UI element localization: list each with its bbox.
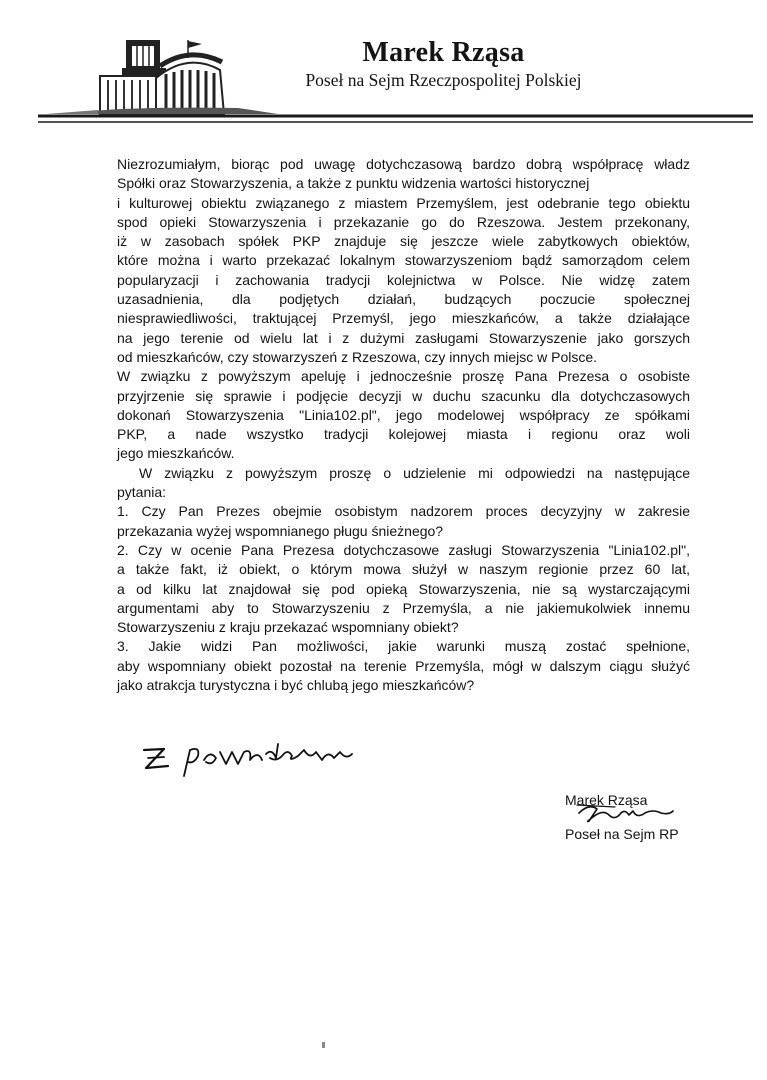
letter-line: Stowarzyszeniu z kraju przekazać wspomniany obiekt? (117, 619, 459, 636)
header-title: Poseł na Sejm Rzeczpospolitej Polskiej (305, 70, 582, 90)
letter-line: które można i warto przekazać lokalnym stowarzyszeniom bądź samorządom celem (117, 252, 690, 269)
letter-line: niesprawiedliwości, traktującej Przemyśl, jego mieszkańców, a także działające (117, 310, 690, 327)
letter-line: pytania: (117, 484, 167, 501)
letter-line: 1. Czy Pan Prezes obejmie osobistym nadzorem proces decyzyjny w zakresie (117, 503, 690, 520)
letter-line: na jego terenie od wielu lat i z dużymi zasługami Stowarzyszenie jako gorszych (117, 329, 690, 346)
letter-line: jako atrakcja turystyczna i być chlubą jego mieszkańców? (117, 677, 475, 694)
letter-line: 3. Jakie widzi Pan możliwości, jakie warunki muszą zostać spełnione, (117, 638, 690, 655)
letter-line: 2. Czy w ocenie Pana Prezesa dotychczasowe zasługi Stowarzyszenia "Linia102.pl", (117, 541, 690, 558)
letter-line: argumentami aby to Stowarzyszeniu z Przemyśla, a nie jakiemukolwiek innemu (117, 599, 690, 616)
letter-line: spod opieki Stowarzyszenia i przekazanie go do Rzeszowa. Jestem przekonany, (117, 213, 690, 230)
letter-line: a także fakt, iż obiekt, o którym mowa służył w naszym regionie przez 60 lat, (117, 561, 690, 578)
letter-body (117, 155, 690, 695)
letter-line: przyjrzenie się sprawie i podjęcie decyzji w duchu szacunku dla dotychczasowych (117, 387, 690, 404)
letter-line: dokonań Stowarzyszenia "Linia102.pl", jego modelowej współpracy ze spółkami (117, 406, 690, 423)
letter-line: aby wspomniany obiekt pozostał na terenie Przemyśla, mógł w dalszym ciągu służyć (117, 657, 690, 674)
letter-line: W związku z powyższym apeluję i jednocześnie proszę Pana Prezesa o osobiste (117, 368, 690, 385)
header-name: Marek Rząsa (362, 37, 525, 68)
letter-line: a od kilku lat znajdował się pod opieką Stowarzyszenia, nie są wystarczającymi (117, 580, 690, 597)
signature-name: Marek Rząsa (565, 792, 648, 808)
letter-line: od mieszkańców, czy stowarzyszeń z Rzeszowa, czy innych miejsc w Polsce. (117, 348, 598, 365)
signature-role: Poseł na Sejm RP (565, 826, 679, 842)
letter-line: i kulturowej obiektu związanego z miastem Przemyślem, jest odebranie tego obiektu (117, 194, 690, 211)
handwritten-closing (140, 738, 360, 782)
letter-line: W związku z powyższym proszę o udzielenie mi odpowiedzi na następujące (139, 464, 690, 481)
letter-line: przekazania wyżej wspomnianego pługu śnieżnego? (117, 522, 444, 539)
letter-line: popularyzacji i zachowania tradycji kolejnictwa w Polsce. Nie widzę zatem (117, 271, 690, 288)
letter-line: jego mieszkańców. (117, 445, 235, 462)
letter-line: Spółki oraz Stowarzyszenia, a także z punktu widzenia wartości historycznej (117, 175, 590, 192)
letter-line: iż w zasobach spółek PKP znajduje się jeszcze wiele zabytkowych obiektów, (117, 233, 690, 250)
letter-line: PKP, a nade wszystko tradycji kolejowej miasta i regionu oraz woli (117, 426, 690, 443)
scan-speck (322, 1042, 325, 1048)
letter-line: Niezrozumiałym, biorąc pod uwagę dotychczasową bardzo dobrą współpracę władz (117, 156, 690, 172)
letter-line: uzasadnienia, dla podjętych działań, budzących poczucie społecznej (117, 291, 690, 308)
handwritten-signature (575, 801, 675, 825)
